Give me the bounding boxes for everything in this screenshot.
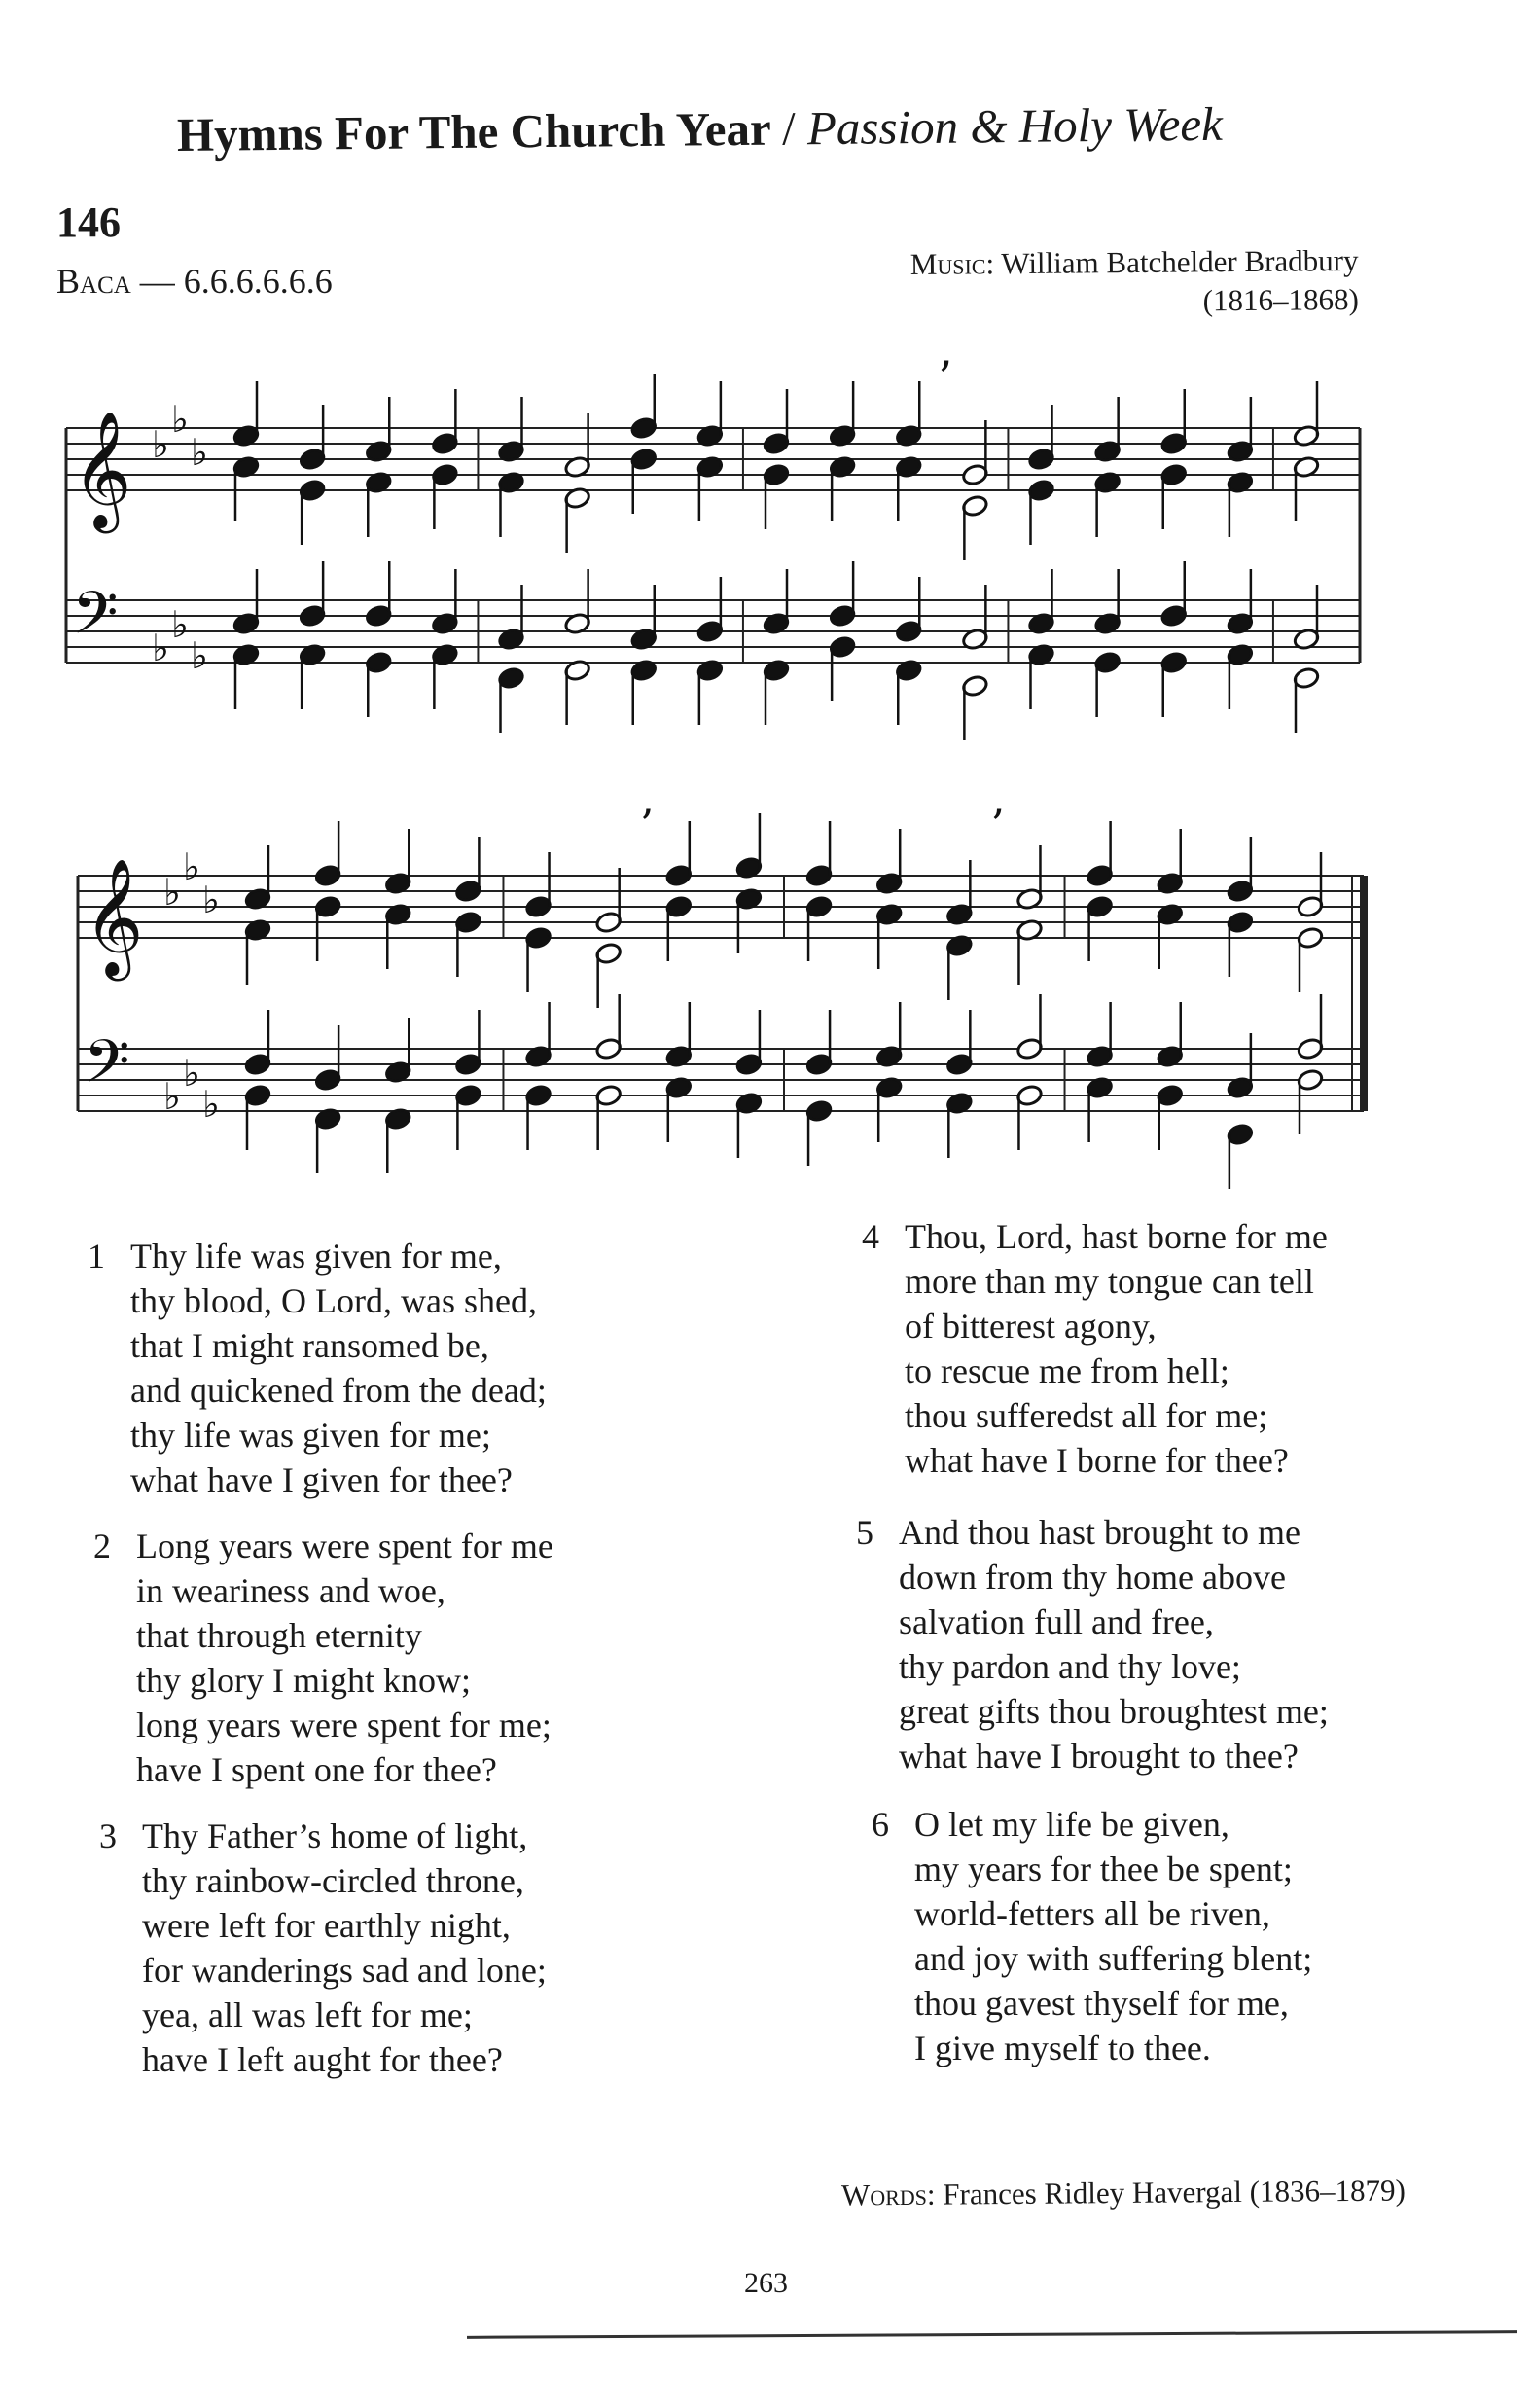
bottom-rule — [467, 2330, 1517, 2339]
section-title: Hymns For The Church Year — [176, 101, 771, 162]
verse-line: thy blood, O Lord, was shed, — [130, 1281, 537, 1320]
key-flat: ♭ — [202, 1083, 220, 1126]
bass-clef: 𝄢 — [84, 1027, 130, 1111]
key-flat: ♭ — [202, 879, 220, 921]
verse-line: and joy with suffering blent; — [914, 1939, 1313, 1978]
verse-line: thy pardon and thy love; — [899, 1647, 1241, 1686]
verse-line: have I spent one for thee? — [136, 1750, 497, 1789]
verse-line: what have I given for thee? — [130, 1460, 513, 1499]
verse-line: down from thy home above — [899, 1558, 1286, 1597]
tune-name: Baca — [56, 262, 131, 301]
verse-line: thy rainbow-circled throne, — [142, 1861, 524, 1900]
words-label: Words: — [841, 2176, 936, 2212]
treble-clef: 𝄞 — [84, 857, 144, 976]
bass-clef: 𝄢 — [72, 579, 119, 663]
verse-line: have I left aught for thee? — [142, 2040, 503, 2079]
verse-line: thy life was given for me; — [130, 1416, 491, 1455]
key-flat: ♭ — [152, 627, 169, 669]
key-flat: ♭ — [171, 398, 189, 441]
verse-6 — [872, 1802, 1313, 2070]
verse-line: Thy life was given for me, — [130, 1237, 502, 1276]
header-separator: / — [781, 101, 796, 156]
verse-line: what have I borne for thee? — [905, 1441, 1289, 1480]
key-flat: ♭ — [163, 871, 181, 914]
verse-line: world-fetters all be riven, — [914, 1894, 1270, 1933]
verse-line: to rescue me from hell; — [905, 1351, 1229, 1390]
verse-line: And thou hast brought to me — [899, 1513, 1300, 1552]
verse-number: 3 — [99, 1816, 117, 1855]
verse-line: thou gavest thyself for me, — [914, 1984, 1289, 2023]
verse-line: yea, all was left for me; — [142, 1995, 473, 2034]
tune-meter: 6.6.6.6.6.6 — [183, 262, 333, 301]
composer-dates: (1816–1868) — [1202, 282, 1360, 318]
words-credit — [841, 2173, 1406, 2212]
key-flat: ♭ — [183, 845, 200, 888]
verse-line: and quickened from the dead; — [130, 1371, 547, 1410]
verse-line: Thou, Lord, hast borne for me — [905, 1217, 1328, 1256]
verse-number: 5 — [856, 1513, 873, 1552]
music-label: Music: — [909, 246, 995, 282]
verse-1 — [88, 1234, 547, 1502]
treble-clef: 𝄞 — [72, 410, 132, 528]
verse-line: O let my life be given, — [914, 1805, 1229, 1844]
verse-line: of bitterest agony, — [905, 1307, 1157, 1346]
key-flat: ♭ — [171, 603, 189, 646]
verse-line: that I might ransomed be, — [130, 1326, 489, 1365]
breath-mark: ’ — [938, 351, 952, 404]
verse-number: 1 — [88, 1237, 105, 1276]
verse-line: long years were spent for me; — [136, 1706, 552, 1744]
breath-mark: ’ — [990, 799, 1006, 851]
verse-line: thy glory I might know; — [136, 1661, 471, 1700]
page-number: 263 — [744, 2267, 788, 2299]
verse-line: salvation full and free, — [899, 1602, 1214, 1641]
verse-number: 2 — [93, 1527, 111, 1565]
verse-number: 4 — [862, 1217, 879, 1256]
verse-line: for wanderings sad and lone; — [142, 1951, 547, 1990]
hymn-number: 146 — [56, 198, 121, 246]
verse-line: thou sufferedst all for me; — [905, 1396, 1268, 1435]
words-author: Frances Ridley Havergal (1836–1879) — [943, 2173, 1407, 2211]
verse-line: great gifts thou broughtest me; — [899, 1692, 1329, 1731]
verse-4 — [862, 1214, 1328, 1483]
verse-number: 6 — [872, 1805, 889, 1844]
verse-line: more than my tongue can tell — [905, 1262, 1314, 1301]
verse-line: I give myself to thee. — [914, 2029, 1211, 2067]
verse-line: were left for earthly night, — [142, 1906, 511, 1945]
composer-name: William Batchelder Bradbury — [1001, 242, 1359, 281]
verse-line: Thy Father’s home of light, — [142, 1816, 528, 1855]
verse-line: in weariness and woe, — [136, 1571, 445, 1610]
verse-line: what have I brought to thee? — [899, 1737, 1299, 1776]
verse-line: my years for thee be spent; — [914, 1850, 1293, 1888]
breath-mark: ’ — [639, 799, 655, 851]
subsection-title: Passion & Holy Week — [806, 96, 1224, 156]
key-flat: ♭ — [152, 423, 169, 466]
key-flat: ♭ — [191, 431, 208, 474]
key-flat: ♭ — [163, 1075, 181, 1118]
verse-2 — [93, 1524, 553, 1792]
verse-line: Long years were spent for me — [136, 1527, 553, 1565]
key-flat: ♭ — [183, 1052, 200, 1095]
key-flat: ♭ — [191, 634, 208, 677]
tune-dash: — — [139, 262, 175, 301]
verse-5 — [856, 1510, 1329, 1779]
verse-3 — [99, 1814, 547, 2082]
verse-line: that through eternity — [136, 1616, 422, 1655]
